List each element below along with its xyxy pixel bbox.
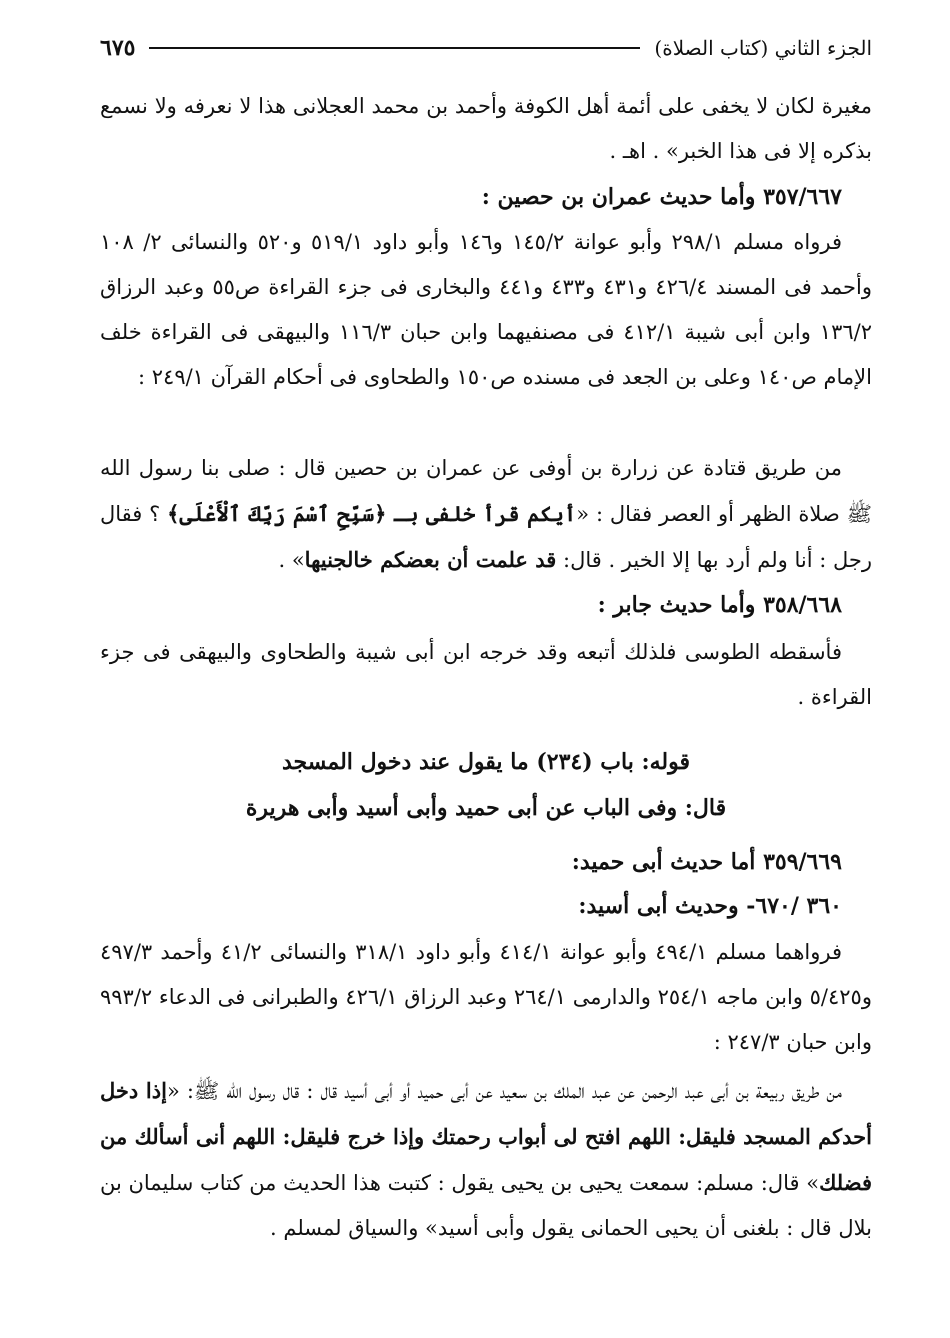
paragraph-text: فأسقطه الطوسى فلذلك أتبعه وقد خرجه ابن أبى شيبة والطحاوى والبيهقى فى جزء القراءة . [100,640,872,709]
hadith-heading-abu-usaid [100,884,872,929]
text-run: » . [278,548,305,572]
hadith-heading-jabir [100,583,872,628]
heading-text: ٣٥٨/٦٦٨ وأما حديث جابر : [597,592,842,618]
text-run: ؟ فقال رجل : أنا ولم أرد بها إلا الخير . قال: [100,502,872,572]
text-run: من طريق قتادة عن زرارة بن أوفى عن عمران بن حصين قال : صلى بنا رسول الله ﷺ صلاة الظهر أو العصر فقال : « [100,456,872,526]
paragraph-takhrij-imran [100,220,872,400]
page-number: ٦٧٥ [100,35,136,61]
chapter-title: قوله: باب (٢٣٤) ما يقول عند دخول المسجد [282,749,690,775]
paragraph-takhrij-both [100,930,872,1065]
paragraph-text [100,1068,872,1251]
header-rule [149,47,640,49]
heading-text: ٣٥٧/٦٦٧ وأما حديث عمران بن حصين : [481,184,842,210]
hadith-heading-abu-humaid [100,840,872,885]
paragraph-hadith-imran [100,446,872,583]
hadith-quote: إذا دخل أحدكم المسجد فليقل: اللهم افتح لى أبواب رحمتك وإذا خرج فليقل: اللهم أنى أسألك من فضلك [100,1078,872,1195]
paragraph-jabir [100,630,872,720]
hadith-quote: قد علمت أن بعضكم خالجنيها [304,547,557,572]
text-run: من طريق ربيعة بن أبى عبد الرحمن عن عبد الملك بن سعيد عن أبى حميد أو أبى أسيد قال : قال رسول الله ﷺ: « [166,1079,842,1103]
text-run: » قال: مسلم: سمعت يحيى بن يحيى يقول : كتبت هذا الحديث من كتاب سليمان بن بلال قال : بلغنى أن يحيى الحمانى يقول وأبى أسيد» والسياق لمسلم . [99,1171,872,1240]
hadith-quote: أيكم قرأ خلفى بـ ﴿سَبِّحِ ٱسْمَ رَبِّكَ ٱلْأَعْلَى﴾ [167,501,577,526]
paragraph-text: فرواه مسلم ٢٩٨/١ وأبو عوانة ١٤٥/٢ و١٤٦ وأبو داود ٥١٩/١ و٥٢٠ والنسائى ٢/ ١٠٨ وأحمد فى المسند ٤٢٦/٤ و٤٣١ و٤٣٣ و٤٤١ والبخارى فى جزء القراءة ص٥٥ وعبد الرزاق ١٣٦/٢ وابن أبى شيبة ٤١٢/١ فى مصنفيهما وابن حبان ١١٦/٣ والبيهقى فى القراءة خلف الإمام ص١٤٠ وعلى بن الجعد فى مسنده ص١٥٠ والطحاوى فى أحكام القرآن ٢٤٩/١ : [100,230,872,389]
chapter-subheading [100,786,872,831]
hadith-heading-imran [100,175,872,220]
paragraph-text [100,446,872,583]
page-header [100,30,872,66]
paragraph-hadith-masjid [100,1068,872,1251]
chapter-subtitle: قال: وفى الباب عن أبى حميد وأبى أسيد وأبى هريرة [245,795,727,821]
running-title: الجزء الثاني (كتاب الصلاة) [654,36,872,60]
heading-text: ٣٥٩/٦٦٩ أما حديث أبى حميد: [571,849,842,875]
heading-text: ٣٦٠ /٦٧٠- وحديث أبى أسيد: [578,893,842,919]
chapter-heading [100,740,872,785]
paragraph-text: فرواهما مسلم ٤٩٤/١ وأبو عوانة ٤١٤/١ وأبو داود ٣١٨/١ والنسائى ٤١/٢ وأحمد ٤٩٧/٣ و٥/٤٢٥ وابن ماجه ٢٥٤/١ والدارمى ٢٦٤/١ وعبد الرزاق ٤٢٦/١ والطبرانى فى الدعاء ٩٩٣/٢ وابن حبان ٢٤٧/٣ : [100,940,872,1054]
paragraph-text: مغيرة لكان لا يخفى على أئمة أهل الكوفة وأحمد بن محمد العجلانى هذا لا نعرفه ولا نسمع بذكره إلا فى هذا الخبر» . اهـ . [100,94,872,163]
paragraph-continuation [100,84,872,174]
